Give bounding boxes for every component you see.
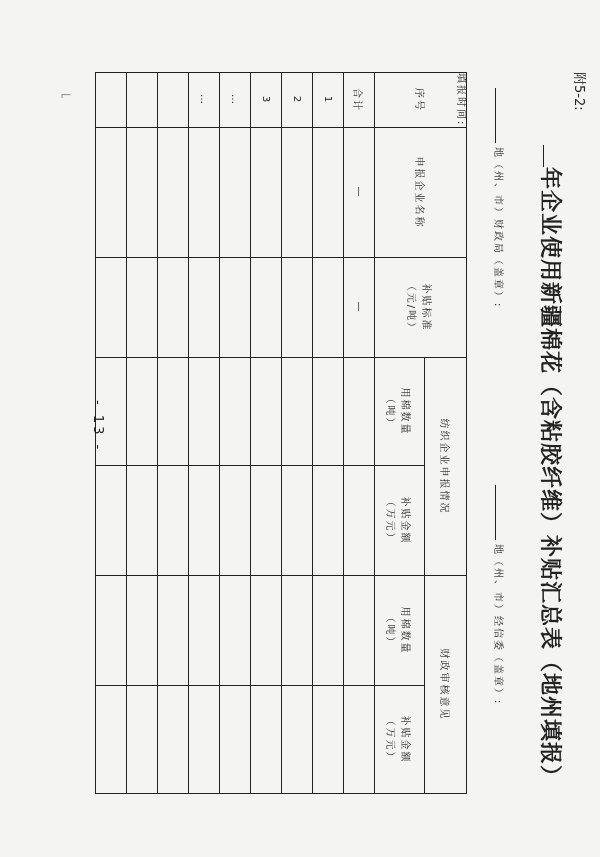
finance-subsidy-cell[interactable] <box>96 686 127 794</box>
enterprise-cotton-qty-cell[interactable] <box>158 358 189 466</box>
finance-bureau-signature <box>492 88 507 308</box>
standard-cell[interactable] <box>282 258 313 358</box>
enterprise-cotton-qty-cell[interactable] <box>344 358 375 466</box>
standard-cell[interactable]: — <box>344 258 375 358</box>
enterprise-cotton-qty-cell[interactable] <box>189 358 220 466</box>
subsidy-unit: （万元） <box>384 715 396 764</box>
enterprise-subsidy-cell[interactable] <box>251 466 282 576</box>
company-cell[interactable] <box>313 128 344 258</box>
col-company-header: 申报企业名称 <box>375 128 467 258</box>
enterprise-cotton-qty-cell[interactable] <box>220 358 251 466</box>
finance-cotton-qty-header <box>375 576 425 686</box>
cotton-qty-label: 用棉数量 <box>399 387 411 436</box>
enterprise-cotton-qty-cell[interactable] <box>313 358 344 466</box>
company-cell[interactable] <box>251 128 282 258</box>
cotton-qty-label: 用棉数量 <box>399 606 411 655</box>
finance-subsidy-header <box>375 686 425 794</box>
signature-line <box>495 88 496 143</box>
seq-cell[interactable]: 合计 <box>344 73 375 128</box>
seq-cell[interactable] <box>158 73 189 128</box>
col-seq-header: 序号 <box>375 73 467 128</box>
standard-cell[interactable] <box>96 258 127 358</box>
enterprise-subsidy-cell[interactable] <box>282 466 313 576</box>
table-row <box>282 73 313 794</box>
finance-cotton-qty-cell[interactable] <box>96 576 127 686</box>
seq-cell[interactable]: … <box>220 73 251 128</box>
seq-cell[interactable]: … <box>189 73 220 128</box>
company-cell[interactable] <box>127 128 158 258</box>
seq-cell[interactable] <box>96 73 127 128</box>
table-row <box>220 73 251 794</box>
enterprise-cotton-qty-cell[interactable] <box>127 358 158 466</box>
company-cell[interactable] <box>158 128 189 258</box>
enterprise-subsidy-cell[interactable] <box>96 466 127 576</box>
seq-cell[interactable]: 2 <box>282 73 313 128</box>
finance-cotton-qty-cell[interactable] <box>189 576 220 686</box>
enterprise-cotton-qty-cell[interactable] <box>282 358 313 466</box>
standard-cell[interactable] <box>220 258 251 358</box>
finance-cotton-qty-cell[interactable] <box>344 576 375 686</box>
finance-subsidy-cell[interactable] <box>313 686 344 794</box>
standard-cell[interactable] <box>189 258 220 358</box>
company-cell[interactable]: — <box>344 128 375 258</box>
standard-cell[interactable] <box>251 258 282 358</box>
standard-cell[interactable] <box>158 258 189 358</box>
finance-subsidy-cell[interactable] <box>344 686 375 794</box>
subsidy-label: 补贴金额 <box>399 496 411 545</box>
scan-mark: ⌐ <box>60 88 72 104</box>
company-cell[interactable] <box>220 128 251 258</box>
table-row <box>158 73 189 794</box>
enterprise-cotton-qty-header <box>375 358 425 466</box>
table-row <box>127 73 158 794</box>
table-body <box>96 73 375 794</box>
finance-cotton-qty-cell[interactable] <box>313 576 344 686</box>
company-cell[interactable] <box>96 128 127 258</box>
finance-cotton-qty-cell[interactable] <box>220 576 251 686</box>
cotton-qty-unit: （吨） <box>384 393 396 430</box>
finance-subsidy-cell[interactable] <box>220 686 251 794</box>
signature-line <box>495 485 496 540</box>
annex-label: 附5-2: <box>571 72 586 111</box>
table-row <box>344 73 375 794</box>
subsidy-label: 补贴金额 <box>399 715 411 764</box>
header-row <box>425 73 467 794</box>
title-text: 年企业使用新疆棉花（含粘胶纤维）补贴汇总表（地州填报） <box>537 167 563 789</box>
group-finance-header: 财政审核意见 <box>425 576 467 794</box>
enterprise-subsidy-cell[interactable] <box>158 466 189 576</box>
table-row <box>313 73 344 794</box>
year-blank <box>543 145 544 167</box>
economic-commission-signature <box>492 485 507 705</box>
signature-label: 地（州、市）财政局（盖章）: <box>492 147 503 309</box>
enterprise-subsidy-cell[interactable] <box>220 466 251 576</box>
finance-cotton-qty-cell[interactable] <box>158 576 189 686</box>
seq-cell[interactable]: 3 <box>251 73 282 128</box>
finance-cotton-qty-cell[interactable] <box>282 576 313 686</box>
page-title <box>536 145 567 788</box>
standard-cell[interactable] <box>313 258 344 358</box>
finance-cotton-qty-cell[interactable] <box>251 576 282 686</box>
seq-cell[interactable]: 1 <box>313 73 344 128</box>
subsidy-summary-table <box>95 72 467 794</box>
col-standard-label: 补贴标准 <box>420 283 432 332</box>
enterprise-subsidy-cell[interactable] <box>189 466 220 576</box>
enterprise-subsidy-cell[interactable] <box>344 466 375 576</box>
finance-subsidy-cell[interactable] <box>189 686 220 794</box>
table-row <box>189 73 220 794</box>
cotton-qty-unit: （吨） <box>384 612 396 649</box>
group-enterprise-header: 纺织企业申报情况 <box>425 358 467 576</box>
col-standard-unit: （元/吨） <box>405 280 417 335</box>
standard-cell[interactable] <box>127 258 158 358</box>
signature-label: 地（州、市）经信委（盖章）: <box>492 544 503 706</box>
finance-cotton-qty-cell[interactable] <box>127 576 158 686</box>
enterprise-subsidy-cell[interactable] <box>313 466 344 576</box>
finance-subsidy-cell[interactable] <box>282 686 313 794</box>
finance-subsidy-cell[interactable] <box>251 686 282 794</box>
fill-time-label: 填报时间: <box>455 73 466 127</box>
finance-subsidy-cell[interactable] <box>158 686 189 794</box>
finance-subsidy-cell[interactable] <box>127 686 158 794</box>
company-cell[interactable] <box>282 128 313 258</box>
seq-cell[interactable] <box>127 73 158 128</box>
page-number: - 13 - <box>90 400 105 453</box>
col-standard-header <box>375 258 467 358</box>
enterprise-subsidy-cell[interactable] <box>127 466 158 576</box>
company-cell[interactable] <box>189 128 220 258</box>
enterprise-subsidy-header <box>375 466 425 576</box>
enterprise-cotton-qty-cell[interactable] <box>251 358 282 466</box>
table-row <box>251 73 282 794</box>
subsidy-unit: （万元） <box>384 496 396 545</box>
